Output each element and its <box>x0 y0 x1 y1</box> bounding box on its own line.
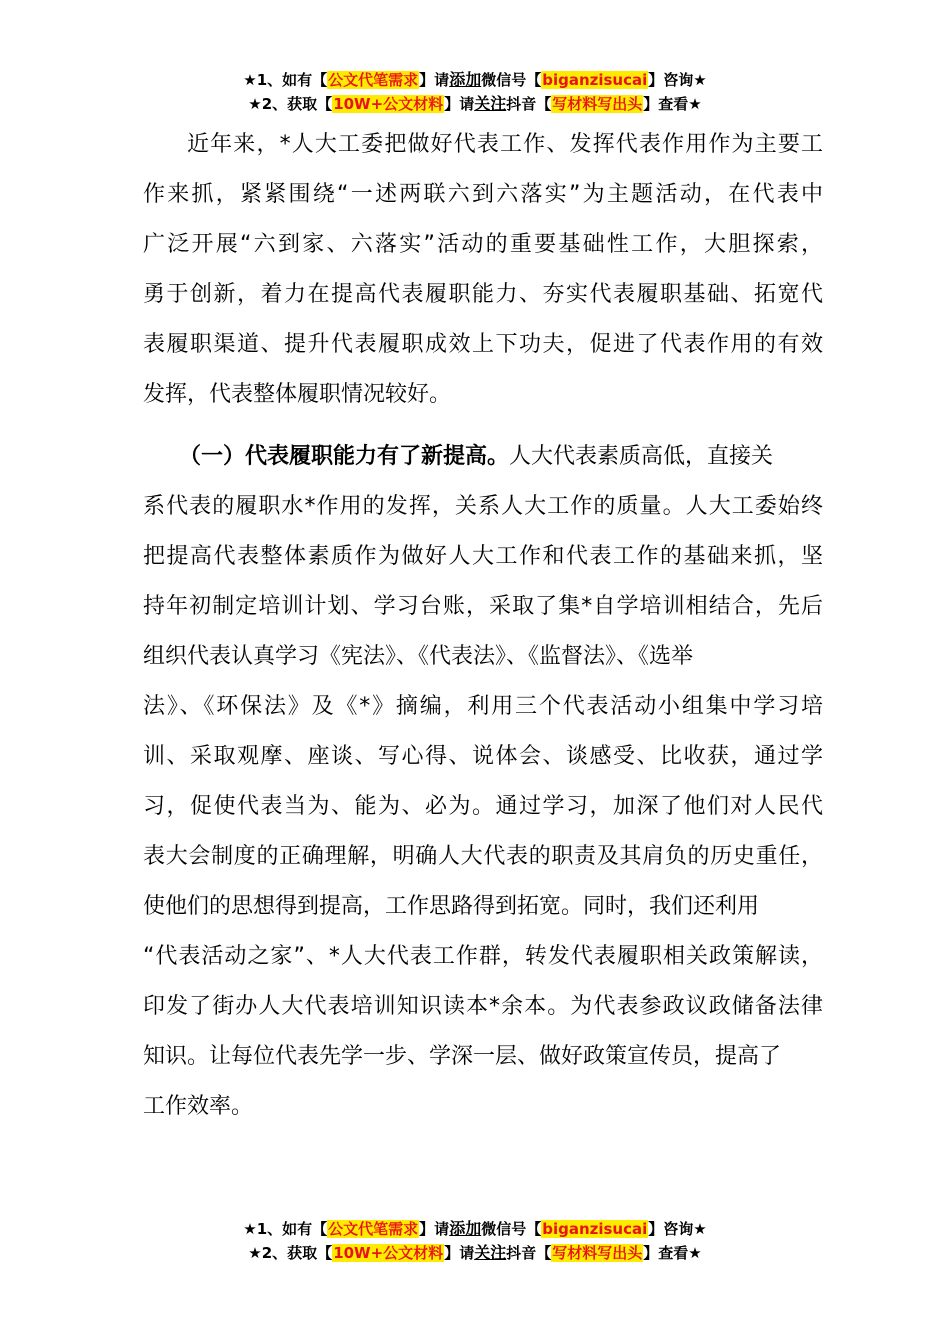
paragraph-line: 工作效率。 <box>143 1094 254 1119</box>
paragraph-line: 印发了街办人大代表培训知识读本*余本。为代表参政议政储备法律 <box>143 994 823 1019</box>
promo-text: 】咨询★ <box>648 71 707 89</box>
paragraph-line: 把提高代表整体素质作为做好人大工作和代表工作的基础来抓，坚 <box>143 544 823 569</box>
promo-emphasis: 关注 <box>474 1243 507 1262</box>
paragraph-line: 习，促使代表当为、能为、必为。通过学习，加深了他们对人民代 <box>143 794 823 819</box>
promo-text: 】请 <box>419 1220 450 1238</box>
promo-highlight: 公文代笔需求 <box>328 71 419 89</box>
promo-banner-top <box>0 68 950 116</box>
paragraph-line: 系代表的履职水*作用的发挥，关系人大工作的质量。人大工委始终 <box>143 494 823 519</box>
promo-text: 】咨询★ <box>648 1220 707 1238</box>
douyin-account-highlight: 写材料写出头 <box>552 1244 643 1262</box>
paragraph-line: 发挥，代表整体履职情况较好。 <box>143 382 452 407</box>
paragraph-line: 作来抓，紧紧围绕“一述两联六到六落实”为主题活动，在代表中 <box>143 182 823 207</box>
paragraph-line: 组织代表认真学习《宪法》、《代表法》、《监督法》、《选举 <box>143 644 694 669</box>
promo-emphasis: 关注 <box>474 94 507 113</box>
paragraph-text: 人大代表素质高低，直接关 <box>509 444 774 469</box>
intro-paragraph <box>143 120 823 420</box>
promo-text: 】请 <box>444 95 475 113</box>
promo-highlight: 10W+公文材料 <box>333 95 444 113</box>
promo-text: 抖音【 <box>506 95 552 113</box>
promo-text: ★1、如有【 <box>243 1220 328 1238</box>
paragraph-line: 勇于创新，着力在提高代表履职能力、夯实代表履职基础、拓宽代 <box>143 282 823 307</box>
promo-text: 】查看★ <box>643 1244 702 1262</box>
promo-line-2 <box>0 92 950 116</box>
promo-line-2 <box>0 1241 950 1265</box>
promo-line-1 <box>0 68 950 92</box>
promo-highlight: 公文代笔需求 <box>328 1220 419 1238</box>
promo-banner-bottom <box>0 1217 950 1265</box>
paragraph-line: 使他们的思想得到提高，工作思路得到拓宽。同时，我们还利用 <box>143 894 760 919</box>
paragraph-line: 近年来，*人大工委把做好代表工作、发挥代表作用作为主要工 <box>187 132 823 157</box>
paragraph-line: 表大会制度的正确理解，明确人大代表的职责及其肩负的历史重任， <box>143 844 823 869</box>
promo-text: 】请 <box>419 71 450 89</box>
paragraph-line: 知识。让每位代表先学一步、学深一层、做好政策宣传员，提高了 <box>143 1044 782 1069</box>
promo-text: 】查看★ <box>643 95 702 113</box>
section-1-paragraph <box>143 432 823 1132</box>
paragraph-line: “代表活动之家”、*人大代表工作群，转发代表履职相关政策解读， <box>143 944 823 969</box>
paragraph-line <box>143 432 823 482</box>
paragraph-line: 持年初制定培训计划、学习台账，采取了集*自学培训相结合，先后 <box>143 594 823 619</box>
promo-line-1 <box>0 1217 950 1241</box>
promo-emphasis: 添加 <box>449 1219 482 1238</box>
wechat-id-highlight: biganzisucai <box>542 71 648 89</box>
paragraph-line: 广泛开展“六到家、六落实”活动的重要基础性工作，大胆探索， <box>143 232 823 257</box>
promo-text: 抖音【 <box>506 1244 552 1262</box>
promo-text: ★2、获取【 <box>248 1244 333 1262</box>
wechat-id-highlight: biganzisucai <box>542 1220 648 1238</box>
promo-highlight: 10W+公文材料 <box>333 1244 444 1262</box>
section-heading: （一）代表履职能力有了新提高。 <box>179 444 510 469</box>
promo-emphasis: 添加 <box>449 70 482 89</box>
promo-text: ★2、获取【 <box>248 95 333 113</box>
promo-text: 】请 <box>444 1244 475 1262</box>
paragraph-line: 表履职渠道、提升代表履职成效上下功夫，促进了代表作用的有效 <box>143 332 823 357</box>
paragraph-line: 法》、《环保法》及《*》摘编，利用三个代表活动小组集中学习培 <box>143 694 823 719</box>
promo-text: 微信号【 <box>481 1220 542 1238</box>
paragraph-line: 训、采取观摩、座谈、写心得、说体会、谈感受、比收获，通过学 <box>143 744 823 769</box>
promo-text: ★1、如有【 <box>243 71 328 89</box>
douyin-account-highlight: 写材料写出头 <box>552 95 643 113</box>
promo-text: 微信号【 <box>481 71 542 89</box>
